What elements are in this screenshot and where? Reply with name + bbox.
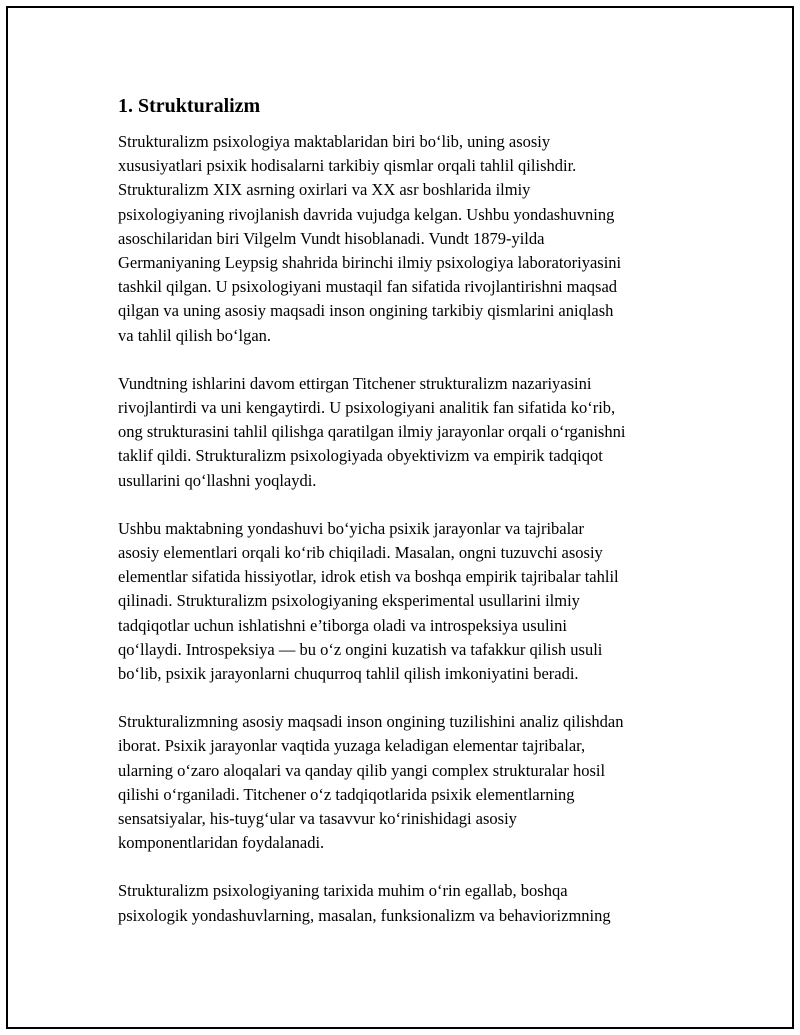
paragraph-2: Vundtning ishlarini davom ettirgan Titchener strukturalizm nazariyasini rivojlantirdi va uni kengaytirdi. U psixologiyani analitik fan sifatida ko‘rib, ong strukturasini tahlil qilishga qaratilgan ilmiy jarayonlar orqali o‘rganishni taklif qildi. Strukturalizm psixologiyada obyektivizm va empirik tadqiqot usullarini qo‘llashni yoqlaydi. [118, 373, 626, 490]
paragraph-1: Strukturalizm psixologiya maktablaridan biri bo‘lib, uning asosiy xususiyatlari psixik hodisalarni tarkibiy qismlar orqali tahlil qilishdir. Strukturalizm XIX asrning oxirlari va XX asr boshlarida ilmiy psixologiyaning rivojlanish davrida vujudga kelgan. Ushbu yondashuvning asoschilaridan biri Vilgelm Vundt hisoblanadi. Vundt 1879-yilda Germaniyaning Leypsig shahrida birinchi ilmiy psixologiya laboratoriyasini tashkil qilgan. U psixologiyani mustaqil fan sifatida rivojlantirishni maqsad qilgan va uning asosiy maqsadi inson ongining tarkibiy qismlarini aniqlash va tahlil qilish bo‘lgan. [118, 132, 622, 345]
paragraph-5: Strukturalizm psixologiyaning tarixida muhim o‘rin egallab, boshqa psixologik yondashuvlarning, masalan, funksionalizm va behaviorizmning [118, 881, 611, 925]
paragraph-3: Ushbu maktabning yondashuvi bo‘yicha psixik jarayonlar va tajribalar asosiy elementlari orqali ko‘rib chiqiladi. Masalan, ongni tuzuvchi asosiy elementlar sifatida hissiyotlar, idrok etish va boshqa empirik tajribalar tahlil qilinadi. Strukturalizm psixologiyaning eksperimental usullarini ilmiy tadqiqotlar uchun ishlatishni e’tiborga oladi va introspeksiya usulini qo‘llaydi. Introspeksiya — bu o‘z ongini kuzatish va tafakkur qilish usuli bo‘lib, psixik jarayonlarni chuqurroq tahlil qilish imkoniyatini beradi. [118, 518, 619, 684]
section-heading: 1. Strukturalizm [118, 95, 261, 117]
document-body [118, 94, 698, 952]
paragraph-4: Strukturalizmning asosiy maqsadi inson ongining tuzilishini analiz qilishdan iborat. Psixik jarayonlar vaqtida yuzaga keladigan elementar tajribalar, ularning o‘zaro aloqalari va qanday qilib yangi complex strukturalar hosil qilishi o‘rganiladi. Titchener o‘z tadqiqotlarida psixik elementlarning sensatsiyalar, his-tuyg‘ular va tasavvur ko‘rinishidagi asosiy komponentlaridan foydalanadi. [118, 712, 624, 853]
